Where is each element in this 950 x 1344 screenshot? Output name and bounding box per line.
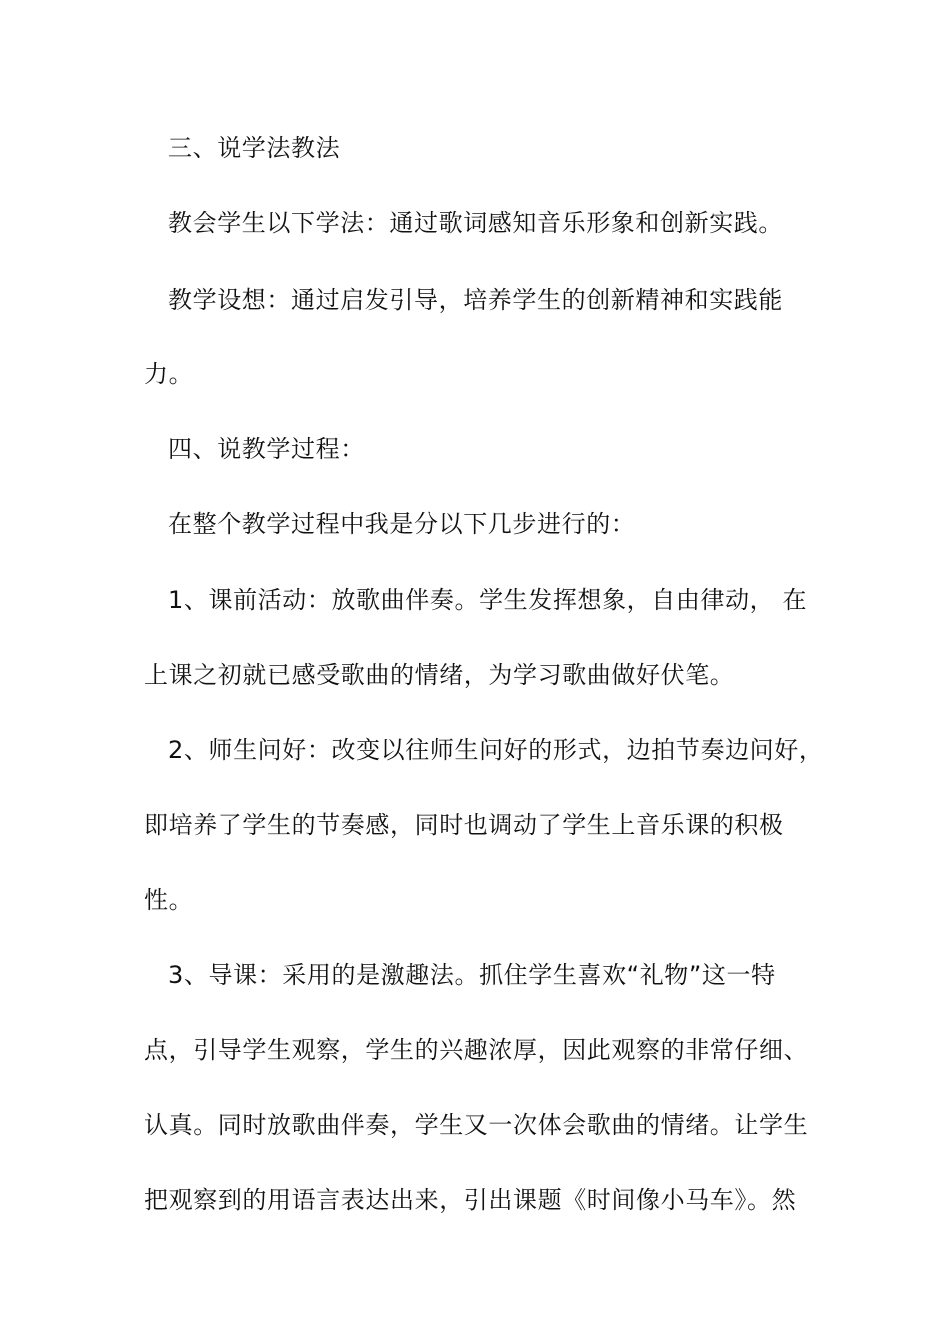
paragraph-line: 1、课前活动：放歌曲伴奏。学生发挥想象，自由律动， 在 (168, 586, 808, 614)
section-heading-3: 三、说学法教法 (168, 134, 341, 162)
paragraph-line: 2、师生问好：改变以往师生问好的形式，边拍节奏边问好， (168, 736, 824, 764)
paragraph-line: 认真。同时放歌曲伴奏，学生又一次体会歌曲的情绪。让学生 (144, 1111, 809, 1139)
paragraph-line: 性。 (144, 886, 194, 914)
paragraph-line: 教学设想：通过启发引导，培养学生的创新精神和实践能 (168, 286, 783, 314)
section-heading-4: 四、说教学过程： (168, 435, 365, 463)
paragraph-line: 3、导课：采用的是激趣法。抓住学生喜欢“礼物”这一特 (168, 961, 776, 989)
paragraph-line: 在整个教学过程中我是分以下几步进行的： (168, 510, 636, 538)
paragraph-line: 教会学生以下学法：通过歌词感知音乐形象和创新实践。 (168, 209, 783, 237)
paragraph-line: 力。 (144, 360, 194, 388)
paragraph-line: 即培养了学生的节奏感，同时也调动了学生上音乐课的积极 (144, 811, 784, 839)
paragraph-line: 把观察到的用语言表达出来，引出课题《时间像小马车》。然 (144, 1186, 797, 1214)
paragraph-line: 上课之初就已感受歌曲的情绪，为学习歌曲做好伏笔。 (144, 661, 735, 689)
paragraph-line: 点，引导学生观察，学生的兴趣浓厚，因此观察的非常仔细、 (144, 1036, 809, 1064)
